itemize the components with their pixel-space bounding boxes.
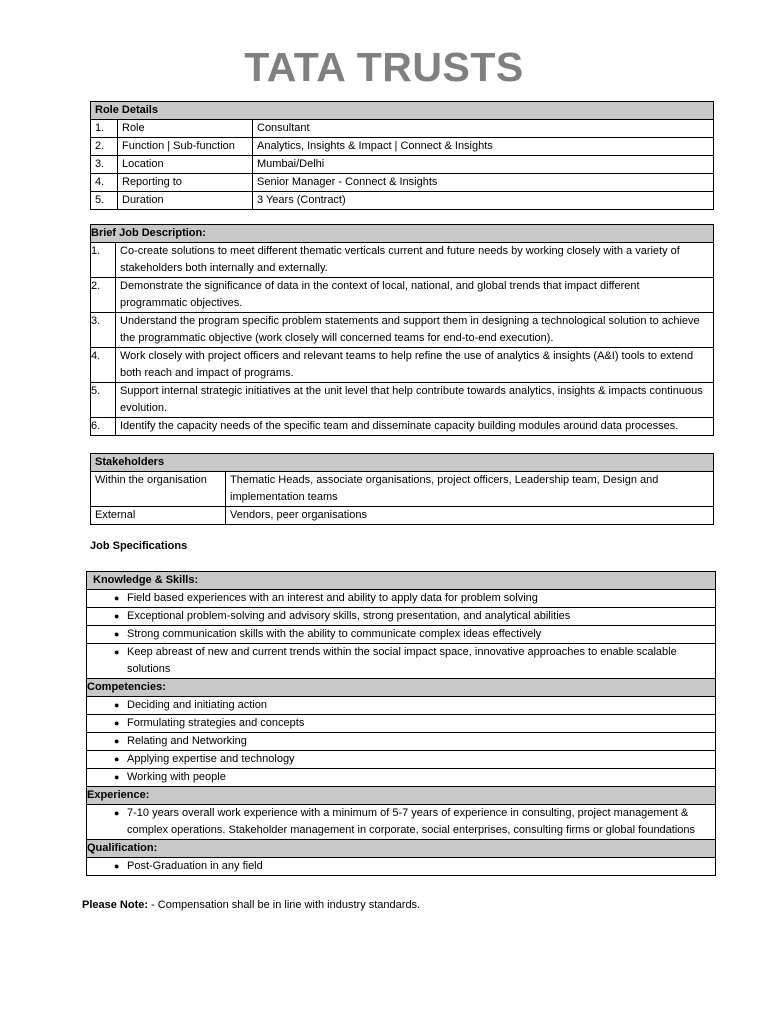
item-number: 2. <box>91 278 116 313</box>
competencies-header: Competencies: <box>87 679 716 697</box>
bullet-icon: ● <box>114 736 120 746</box>
item-text: Identify the capacity needs of the specific team and disseminate capacity building modules around data processes. <box>116 418 714 436</box>
list-item-text: Field based experiences with an interest and ability to apply data for problem solving <box>127 592 538 604</box>
table-row <box>91 192 714 210</box>
stakeholder-value: Thematic Heads, associate organisations, project officers, Leadership team, Design and implementation teams <box>226 472 714 507</box>
row-number: 3. <box>91 156 118 174</box>
list-item-text: Keep abreast of new and current trends within the social impact space, innovative approaches to enable scalable solutions <box>127 646 677 675</box>
item-text: Support internal strategic initiatives at the unit level that help contribute towards analytics, insights & impacts continuous evolution. <box>116 383 714 418</box>
table-row <box>91 507 714 525</box>
item-number: 5. <box>91 383 116 418</box>
table-row <box>91 383 714 418</box>
table-row <box>91 138 714 156</box>
item-number: 3. <box>91 313 116 348</box>
bullet-icon: ● <box>114 861 120 871</box>
bullet-icon: ● <box>114 808 120 818</box>
item-text: Work closely with project officers and relevant teams to help refine the use of analytics & insights (A&I) tools to extend both reach and impact of programs. <box>116 348 714 383</box>
list-item-text: Relating and Networking <box>127 735 247 747</box>
note-label: Please Note: <box>82 899 149 911</box>
list-item <box>87 858 716 876</box>
list-item <box>87 697 716 715</box>
list-item-text: 7-10 years overall work experience with a minimum of 5-7 years of experience in consulting, project management & complex operations. Stakeholder management in corporate, social enterprises, consulting firms or global foundations <box>127 807 696 836</box>
list-item-text: Formulating strategies and concepts <box>127 717 305 729</box>
bullet-icon: ● <box>114 700 120 710</box>
list-item <box>87 805 716 840</box>
item-number: 6. <box>91 418 116 436</box>
list-item <box>87 733 716 751</box>
row-number: 4. <box>91 174 118 192</box>
list-item <box>87 751 716 769</box>
table-row <box>91 348 714 383</box>
list-item-text: Strong communication skills with the ability to communicate complex ideas effectively <box>127 628 542 640</box>
list-item <box>87 590 716 608</box>
bullet-icon: ● <box>114 647 120 657</box>
stakeholder-label: Within the organisation <box>91 472 226 507</box>
row-label: Location <box>118 156 253 174</box>
role-details-table <box>90 101 714 210</box>
bullet-icon: ● <box>114 629 120 639</box>
role-details-header: Role Details <box>91 102 714 120</box>
row-value: 3 Years (Contract) <box>253 192 714 210</box>
brief-job-description-table <box>90 224 714 436</box>
stakeholder-label: External <box>91 507 226 525</box>
list-item-text: Applying expertise and technology <box>127 753 295 765</box>
knowledge-header: Knowledge & Skills: <box>87 572 716 590</box>
table-row <box>91 313 714 348</box>
item-text: Co-create solutions to meet different thematic verticals current and future needs by working closely with a variety of stakeholders both internally and externally. <box>116 243 714 278</box>
table-row <box>91 156 714 174</box>
stakeholders-header: Stakeholders <box>91 454 714 472</box>
experience-header: Experience: <box>87 787 716 805</box>
bullet-icon: ● <box>114 718 120 728</box>
list-item <box>87 644 716 679</box>
table-row <box>91 472 714 507</box>
row-number: 1. <box>91 120 118 138</box>
qualification-header: Qualification: <box>87 840 716 858</box>
row-value: Analytics, Insights & Impact | Connect & Insights <box>253 138 714 156</box>
item-text: Understand the program specific problem statements and support them in designing a technological solution to achieve the programmatic objective (work closely will concerned teams for end-to-end execution). <box>116 313 714 348</box>
job-specifications-title: Job Specifications <box>90 540 188 552</box>
stakeholder-value: Vendors, peer organisations <box>226 507 714 525</box>
row-number: 5. <box>91 192 118 210</box>
bullet-icon: ● <box>114 593 120 603</box>
table-row <box>91 278 714 313</box>
list-item <box>87 769 716 787</box>
row-label: Role <box>118 120 253 138</box>
list-item-text: Post-Graduation in any field <box>127 860 263 872</box>
row-value: Consultant <box>253 120 714 138</box>
list-item <box>87 715 716 733</box>
tata-trusts-logo: TATA TRUSTS <box>244 44 524 90</box>
row-value: Mumbai/Delhi <box>253 156 714 174</box>
item-text: Demonstrate the significance of data in the context of local, national, and global trends that impact different programmatic objectives. <box>116 278 714 313</box>
list-item <box>87 626 716 644</box>
bullet-icon: ● <box>114 772 120 782</box>
table-row <box>91 243 714 278</box>
table-row <box>91 120 714 138</box>
brief-header: Brief Job Description: <box>91 225 714 243</box>
bullet-icon: ● <box>114 754 120 764</box>
item-number: 1. <box>91 243 116 278</box>
row-label: Function | Sub-function <box>118 138 253 156</box>
list-item-text: Working with people <box>127 771 226 783</box>
compensation-note <box>82 899 420 911</box>
job-specifications-table <box>86 571 716 876</box>
row-value: Senior Manager - Connect & Insights <box>253 174 714 192</box>
note-text: - Compensation shall be in line with industry standards. <box>148 899 421 911</box>
list-item <box>87 608 716 626</box>
item-number: 4. <box>91 348 116 383</box>
row-label: Duration <box>118 192 253 210</box>
list-item-text: Exceptional problem-solving and advisory skills, strong presentation, and analytical abilities <box>127 610 571 622</box>
row-number: 2. <box>91 138 118 156</box>
row-label: Reporting to <box>118 174 253 192</box>
bullet-icon: ● <box>114 611 120 621</box>
list-item-text: Deciding and initiating action <box>127 699 268 711</box>
table-row <box>91 174 714 192</box>
stakeholders-table <box>90 453 714 525</box>
table-row <box>91 418 714 436</box>
